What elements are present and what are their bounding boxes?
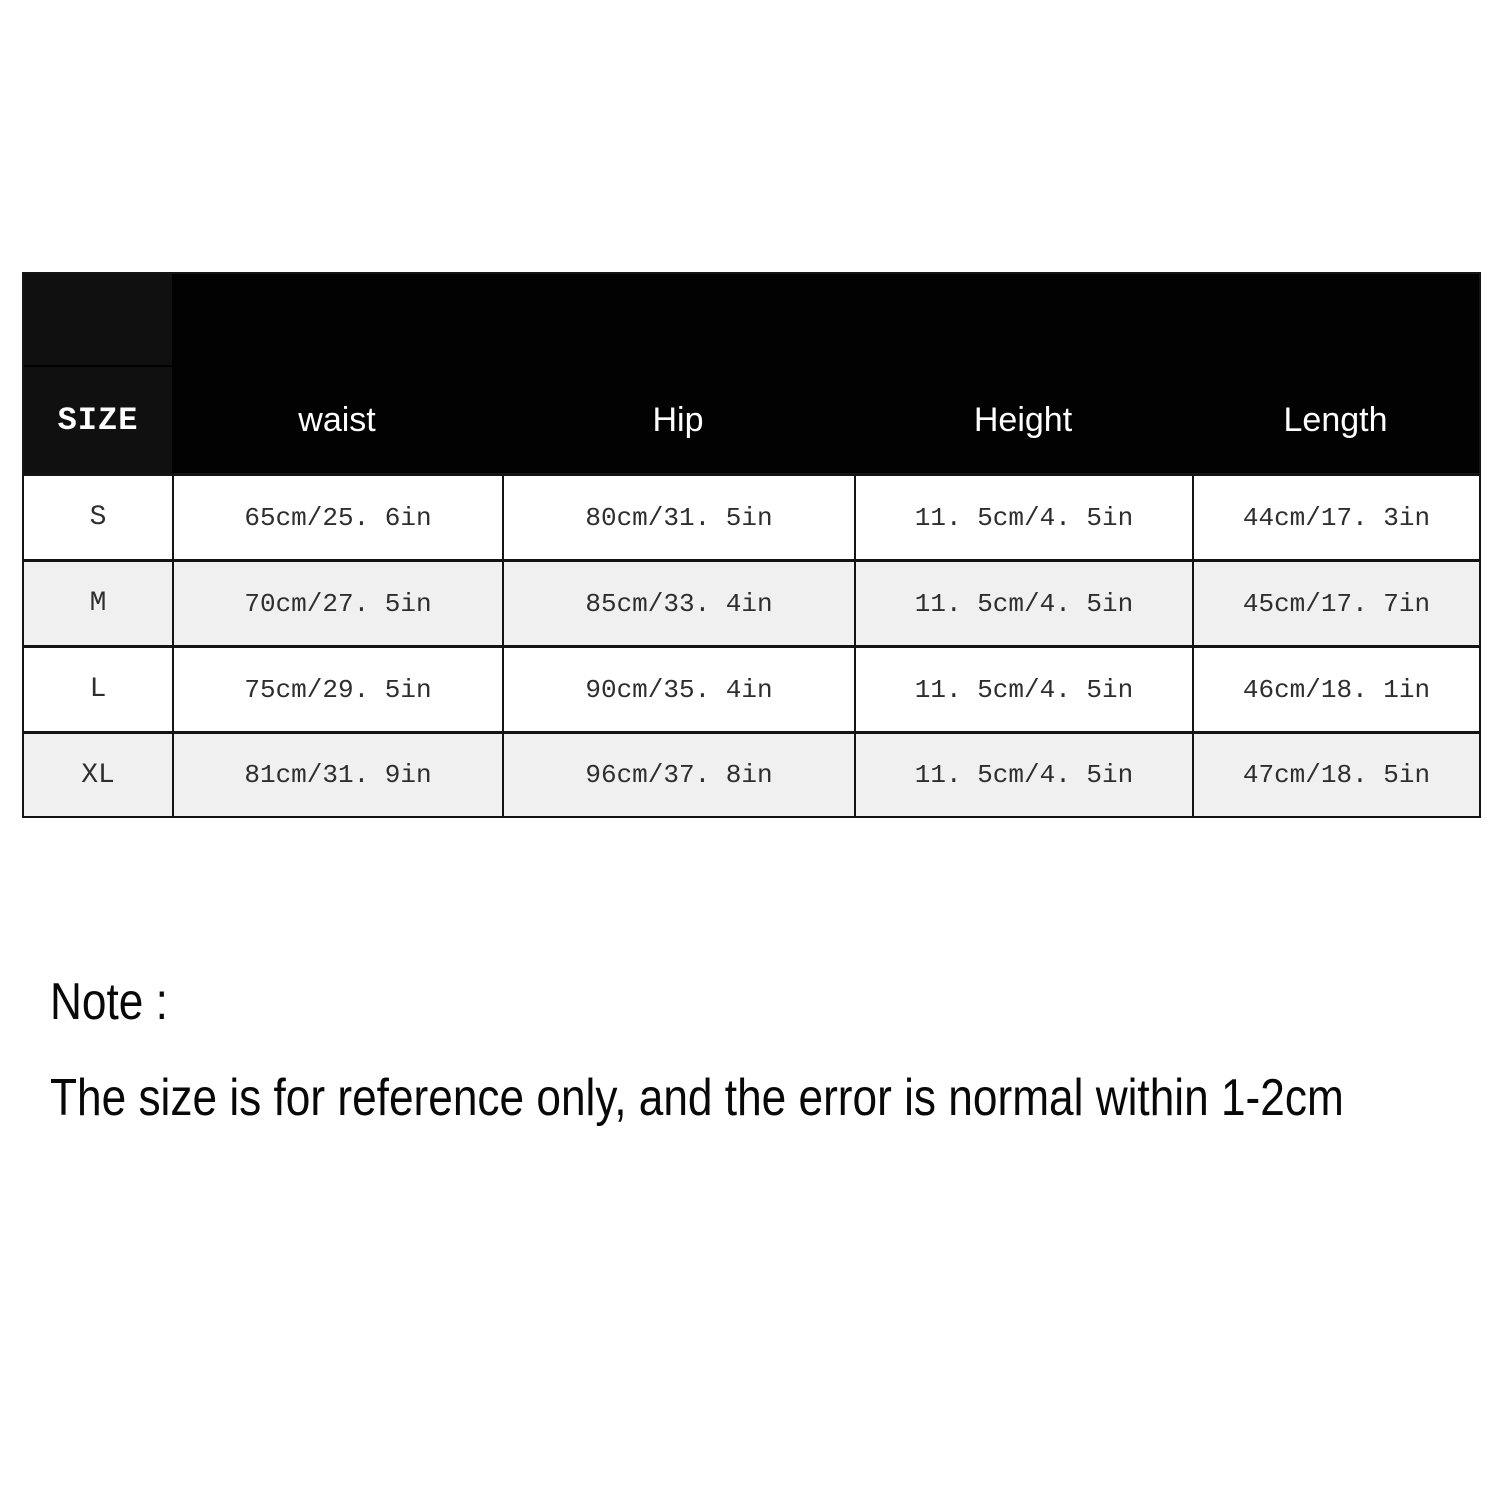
row-xl-length-value: 47cm/18. 5in [1192, 731, 1479, 816]
row-s-height-value: 11. 5cm/4. 5in [854, 473, 1192, 559]
row-s-size-label: S [24, 473, 172, 559]
note-title: Note : [50, 973, 168, 1031]
row-l-waist-value: 75cm/29. 5in [172, 645, 502, 731]
row-l-height-value: 11. 5cm/4. 5in [854, 645, 1192, 731]
row-l-length-value: 46cm/18. 1in [1192, 645, 1479, 731]
header-size-cell: SIZE [24, 367, 172, 473]
row-s-waist-value: 65cm/25. 6in [172, 473, 502, 559]
size-chart-table [22, 272, 1481, 818]
row-m-hip-value: 85cm/33. 4in [502, 559, 854, 645]
column-header-hip: Hip [652, 400, 704, 439]
row-m-height-value: 11. 5cm/4. 5in [854, 559, 1192, 645]
note-body: The size is for reference only, and the error is normal within 1-2cm [50, 1069, 1344, 1127]
row-xl-hip-value: 96cm/37. 8in [502, 731, 854, 816]
row-s-length-value: 44cm/17. 3in [1192, 473, 1479, 559]
column-header-length: Length [1283, 400, 1388, 439]
row-m-waist-value: 70cm/27. 5in [172, 559, 502, 645]
column-header-height: Height [973, 400, 1073, 439]
table-header-row [172, 274, 1479, 473]
row-xl-height-value: 11. 5cm/4. 5in [854, 731, 1192, 816]
row-l-size-label: L [24, 645, 172, 731]
row-xl-size-label: XL [24, 731, 172, 816]
row-m-size-label: M [24, 559, 172, 645]
row-s-hip-value: 80cm/31. 5in [502, 473, 854, 559]
row-l-hip-value: 90cm/35. 4in [502, 645, 854, 731]
row-xl-waist-value: 81cm/31. 9in [172, 731, 502, 816]
row-m-length-value: 45cm/17. 7in [1192, 559, 1479, 645]
column-header-waist: waist [298, 400, 376, 439]
header-corner-cell [24, 274, 172, 367]
note-section [50, 972, 1480, 1128]
